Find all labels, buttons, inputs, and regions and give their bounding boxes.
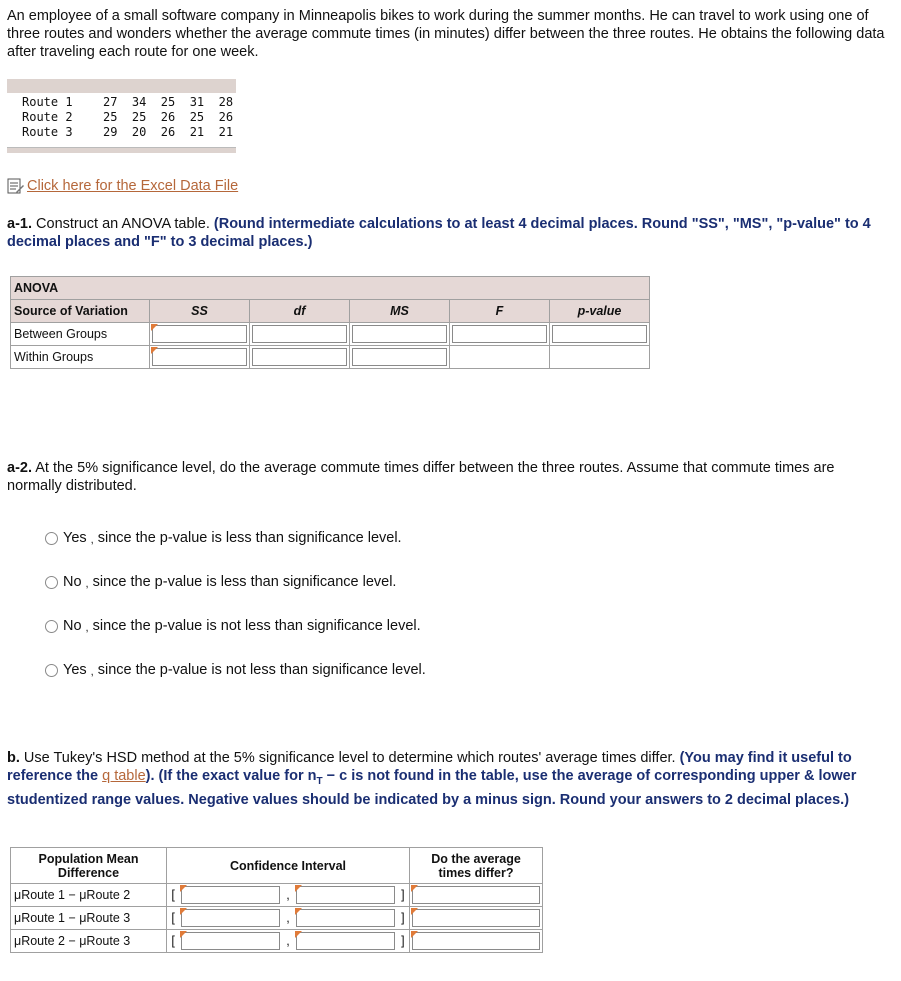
within-p-empty <box>550 346 650 369</box>
ci-lower-2-input[interactable] <box>179 907 282 930</box>
tukey-row-1: μRoute 1 − μRoute 2 [ , ] <box>11 884 543 907</box>
differ-3-select[interactable] <box>410 930 543 953</box>
problem-intro: An employee of a small software company in Minneapolis bikes to work during the summer months. He can travel to work using one of three routes and wonders whether the average commute times (in minutes) differ between the three routes. He obtains the following data after traveling each route for one week. <box>7 8 885 60</box>
ci-upper-2-input[interactable] <box>294 907 397 930</box>
data-strip-top <box>7 79 236 93</box>
dropdown-triangle-icon <box>295 908 302 915</box>
excel-link-row <box>7 178 238 194</box>
anova-row-within <box>11 346 650 369</box>
col-source: Source of Variation <box>11 300 150 323</box>
ci-upper-1-input[interactable] <box>294 884 397 907</box>
col-times-differ: Do the average times differ? <box>410 848 543 884</box>
dropdown-triangle-icon <box>151 324 158 331</box>
col-df: df <box>250 300 350 323</box>
row-between-label: Between Groups <box>11 323 150 346</box>
col-population-mean-difference: Population Mean Difference <box>11 848 167 884</box>
anova-table <box>10 276 650 369</box>
radio-button-icon[interactable] <box>45 532 58 545</box>
dropdown-triangle-icon <box>151 347 158 354</box>
between-p-input[interactable] <box>550 323 650 346</box>
question-b-prefix: b. <box>7 750 20 766</box>
radio-button-icon[interactable] <box>45 576 58 589</box>
excel-file-icon <box>7 178 25 194</box>
ci-lower-1-input[interactable] <box>179 884 282 907</box>
data-row-route-3: Route 3 29 20 26 21 21 <box>22 125 234 139</box>
between-ms-input[interactable] <box>350 323 450 346</box>
col-p-value: p-value <box>550 300 650 323</box>
ci-upper-3-input[interactable] <box>294 930 397 953</box>
tukey-table <box>10 847 543 953</box>
between-df-input[interactable] <box>250 323 350 346</box>
differ-2-select[interactable] <box>410 907 543 930</box>
dropdown-triangle-icon <box>295 885 302 892</box>
dropdown-triangle-icon <box>411 931 418 938</box>
between-f-input[interactable] <box>450 323 550 346</box>
question-a2-prefix: a-2. <box>7 460 32 476</box>
question-a2 <box>7 459 892 495</box>
data-strip-bottom <box>7 147 236 153</box>
q-table-link[interactable]: q table <box>102 768 146 784</box>
dropdown-triangle-icon <box>180 931 187 938</box>
dropdown-triangle-icon <box>411 885 418 892</box>
excel-data-link[interactable]: Click here for the Excel Data File <box>27 178 239 194</box>
dropdown-triangle-icon <box>180 885 187 892</box>
row-within-label: Within Groups <box>11 346 150 369</box>
dropdown-triangle-icon <box>295 931 302 938</box>
within-ms-input[interactable] <box>350 346 450 369</box>
within-df-input[interactable] <box>250 346 350 369</box>
col-confidence-interval: Confidence Interval <box>167 848 410 884</box>
data-table <box>22 95 233 140</box>
question-a1-instructions: (Round intermediate calculations to at least 4 decimal places. Round "SS", "MS", "p-value" to 4 decimal places and "F" to 3 decimal places.) <box>7 216 871 250</box>
within-ss-input[interactable] <box>150 346 250 369</box>
question-a1-prefix: a-1. <box>7 216 32 232</box>
dropdown-triangle-icon <box>411 908 418 915</box>
differ-1-select[interactable] <box>410 884 543 907</box>
data-row-route-1: Route 1 27 34 25 31 28 <box>22 95 234 109</box>
dropdown-triangle-icon <box>180 908 187 915</box>
option-1[interactable]: Yes , since the p-value is less than significance level. <box>45 529 402 547</box>
col-ss: SS <box>150 300 250 323</box>
question-a1-text: Construct an ANOVA table. <box>32 216 214 232</box>
col-ms: MS <box>350 300 450 323</box>
option-3[interactable]: No , since the p-value is not less than significance level. <box>45 617 421 635</box>
ci-lower-3-input[interactable] <box>179 930 282 953</box>
question-a1 <box>7 215 897 251</box>
option-2[interactable]: No , since the p-value is less than significance level. <box>45 573 396 591</box>
col-f: F <box>450 300 550 323</box>
question-a2-text: At the 5% significance level, do the average commute times differ between the three routes. Assume that commute times are normally distributed. <box>7 460 835 494</box>
within-f-empty <box>450 346 550 369</box>
between-ss-input[interactable] <box>150 323 250 346</box>
radio-button-icon[interactable] <box>45 620 58 633</box>
question-b-text: Use Tukey's HSD method at the 5% significance level to determine which routes' average times differ. <box>19 750 680 766</box>
anova-row-between <box>11 323 650 346</box>
tukey-row-3: μRoute 2 − μRoute 3 [ , ] <box>11 930 543 953</box>
radio-button-icon[interactable] <box>45 664 58 677</box>
tukey-row-2: μRoute 1 − μRoute 3 [ , ] <box>11 907 543 930</box>
data-row-route-2: Route 2 25 25 26 25 26 <box>22 110 234 124</box>
option-4[interactable]: Yes , since the p-value is not less than significance level. <box>45 661 426 679</box>
question-b: b. Use Tukey's HSD method at the 5% significance level to determine which routes' average times differ. (You may find it useful to reference the q table). (If the exact value for $n_T - c$ is not found in the table, use the average of corresponding upper & lower studentized range values. Negative values should be indicated by a minus sign. Round your answers to 2 decimal places.) <box>7 750 857 808</box>
anova-title: ANOVA <box>11 277 650 300</box>
